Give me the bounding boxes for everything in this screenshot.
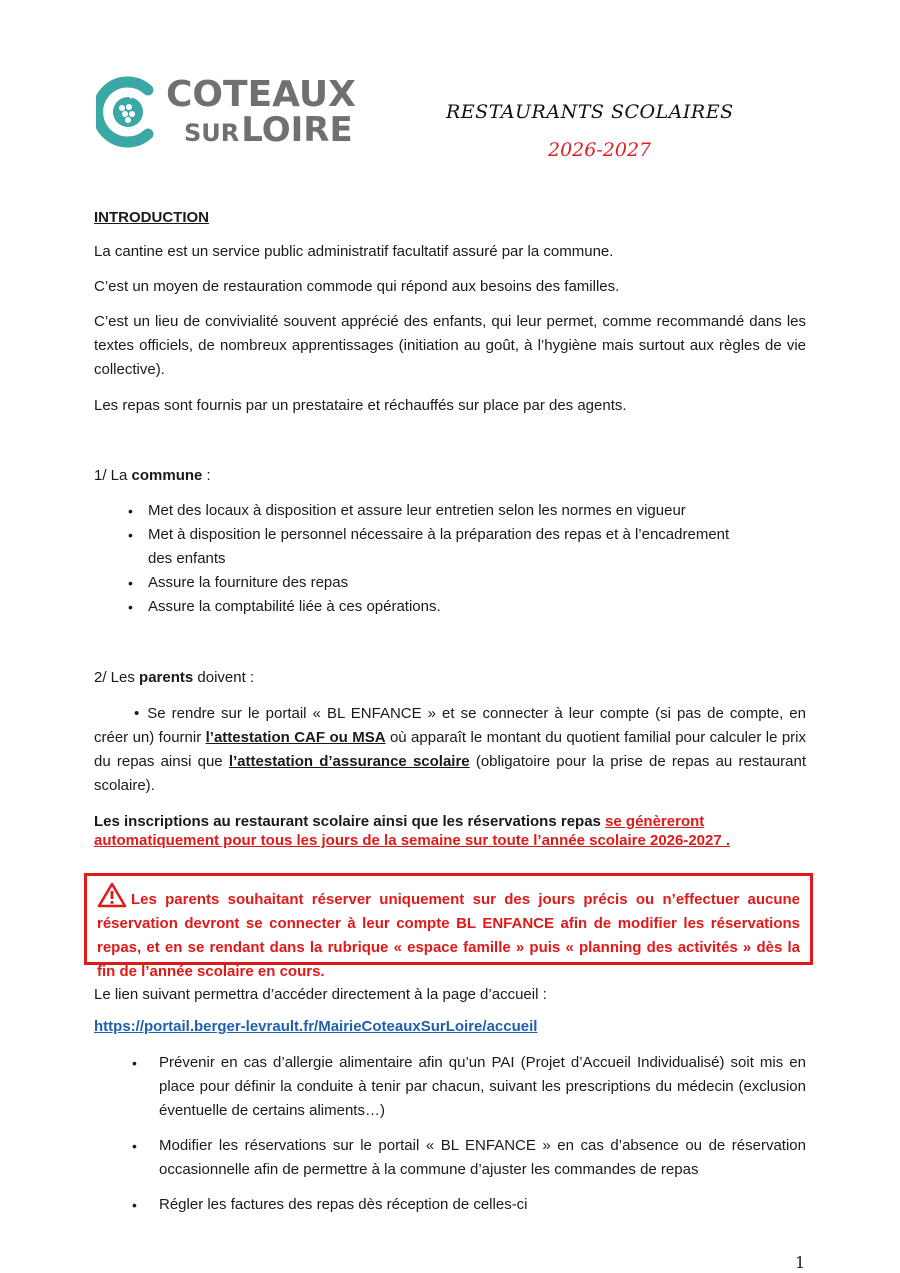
- page-year: 2026-2027: [548, 139, 652, 161]
- logo-wordmark: [162, 72, 376, 152]
- intro-paragraph-3: C’est un lieu de convivialité souvent apprécié des enfants, qui leur permet, comme recommandé dans les textes officiels, de nombreux apprentissages (initiation au goût, à l’hygiène mais surtout aux règles de vie collective).: [94, 313, 806, 378]
- list-item: • Assure la comptabilité liée à ces opérations.: [128, 598, 441, 615]
- commune-heading: [94, 464, 806, 488]
- list-item-text: Prévenir en cas d’allergie alimentaire afin qu’un PAI (Projet d’Accueil Individualisé) soit mis en place pour définir la conduite à tenir par chacun, suivant les prescriptions du médecin (exclusion éventuelle de certains aliments…): [159, 1054, 806, 1119]
- list-item: • Prévenir en cas d’allergie alimentaire afin qu’un PAI (Projet d’Accueil Individualisé) soit mis en place pour définir la conduite à tenir par chacun, suivant les prescriptions du médecin (exclusion éventuelle de certains aliments…): [132, 1054, 806, 1119]
- list-item: • Met à disposition le personnel nécessaire à la préparation des repas et à l’encadrement des enfants: [128, 526, 730, 567]
- parents-heading: [94, 666, 806, 690]
- portal-link[interactable]: https://portail.berger-levrault.fr/MairieCoteauxSurLoire/accueil: [94, 1018, 538, 1035]
- list-item-text: Assure la fourniture des repas: [148, 574, 349, 591]
- inscriptions-paragraph: [94, 812, 806, 850]
- page-number: 1: [795, 1253, 806, 1272]
- list-item-text: Modifier les réservations sur le portail « BL ENFANCE » en cas d’absence ou de réservation occasionnelle afin de permettre à la commune d’ajuster les commandes de repas: [159, 1137, 806, 1178]
- inscriptions-b: se génèreront automatiquement pour tous les jours de la semaine sur toute l’année scolaire 2026-2027 .: [94, 813, 731, 849]
- commune-prefix: 1/ La: [94, 467, 132, 484]
- list-item-text: Régler les factures des repas dès réception de celles-ci: [159, 1196, 528, 1213]
- warning-text-block: [97, 882, 800, 984]
- coteaux-sur-loire-logo: [96, 72, 376, 152]
- logo-line-2: [184, 110, 353, 150]
- parents-bold: parents: [139, 669, 194, 686]
- list-item: • Met des locaux à disposition et assure leur entretien selon les normes en vigueur: [128, 502, 686, 519]
- logo-loire: LOIRE: [241, 110, 353, 150]
- parents-item-1-e: (obligatoire pour la prise de repas au restaurant scolaire).: [94, 753, 807, 794]
- parents-suffix: doivent :: [193, 669, 255, 686]
- inscriptions-a: Les inscriptions au restaurant scolaire ainsi que les réservations repas: [94, 813, 606, 830]
- intro-paragraph-2: C’est un moyen de restauration commode qui répond aux besoins des familles.: [94, 278, 620, 295]
- intro-paragraph-4: Les repas sont fournis par un prestataire et réchauffés sur place par des agents.: [94, 397, 627, 414]
- commune-list: [128, 499, 748, 619]
- parents-duties-list: [132, 1051, 806, 1217]
- page-title: RESTAURANTS SCOLAIRES: [446, 101, 734, 123]
- commune-suffix: :: [202, 467, 211, 484]
- list-item-text: Met des locaux à disposition et assure leur entretien selon les normes en vigueur: [148, 502, 686, 519]
- parents-item-1-a: Se rendre sur le portail « BL ENFANCE » et se connecter à leur compte (si pas de compte, en créer un) fournir: [94, 705, 806, 746]
- list-item: • Régler les factures des repas dès réception de celles-ci: [132, 1196, 528, 1213]
- attestation-caf: l’attestation CAF ou MSA: [205, 729, 386, 746]
- warning-box: [84, 873, 813, 980]
- warning-text: Les parents souhaitant réserver uniquement sur des jours précis ou n’effectuer aucune réservation devront se connecter à leur compte BL ENFANCE afin de modifier les réservations repas, et en se rendant dans la rubrique « espace famille » puis « planning des activités » dès la fin de l’année scolaire en cours.: [97, 891, 800, 980]
- logo-emblem-icon: [96, 72, 158, 152]
- list-item-text: Met à disposition le personnel nécessaire à la préparation des repas et à l’encadrement des enfants: [148, 526, 730, 567]
- list-item-text: Assure la comptabilité liée à ces opérations.: [148, 598, 441, 615]
- parents-item-1-c: où apparaît le montant du quotient familial pour calculer le prix du repas ainsi que: [94, 729, 807, 770]
- parents-prefix: 2/ Les: [94, 669, 140, 686]
- logo-line-1: COTEAUX: [166, 74, 356, 115]
- list-item: • Modifier les réservations sur le portail « BL ENFANCE » en cas d’absence ou de réservation occasionnelle afin de permettre à la commune d’ajuster les commandes de repas: [132, 1137, 806, 1178]
- logo-sur: SUR: [184, 119, 240, 147]
- attestation-assurance: l’attestation d’assurance scolaire: [228, 753, 470, 770]
- portal-link-line: [94, 1015, 806, 1039]
- link-intro: Le lien suivant permettra d’accéder directement à la page d’accueil :: [94, 986, 547, 1003]
- list-item: • Assure la fourniture des repas: [128, 574, 349, 591]
- commune-bold: commune: [131, 467, 203, 484]
- intro-heading: INTRODUCTION: [94, 209, 209, 226]
- warning-icon: [97, 882, 127, 908]
- parents-item-1: • Se rendre sur le portail « BL ENFANCE » et se connecter à leur compte (si pas de compte, en créer un) fournir l’attestation CAF ou MSA où apparaît le montant du quotient familial pour calculer le prix du repas ainsi que l’attestation d’assurance scolaire (obligatoire pour la prise de repas au restaurant scolaire).: [94, 705, 807, 794]
- intro-paragraph-1: La cantine est un service public administratif facultatif assuré par la commune.: [94, 243, 614, 260]
